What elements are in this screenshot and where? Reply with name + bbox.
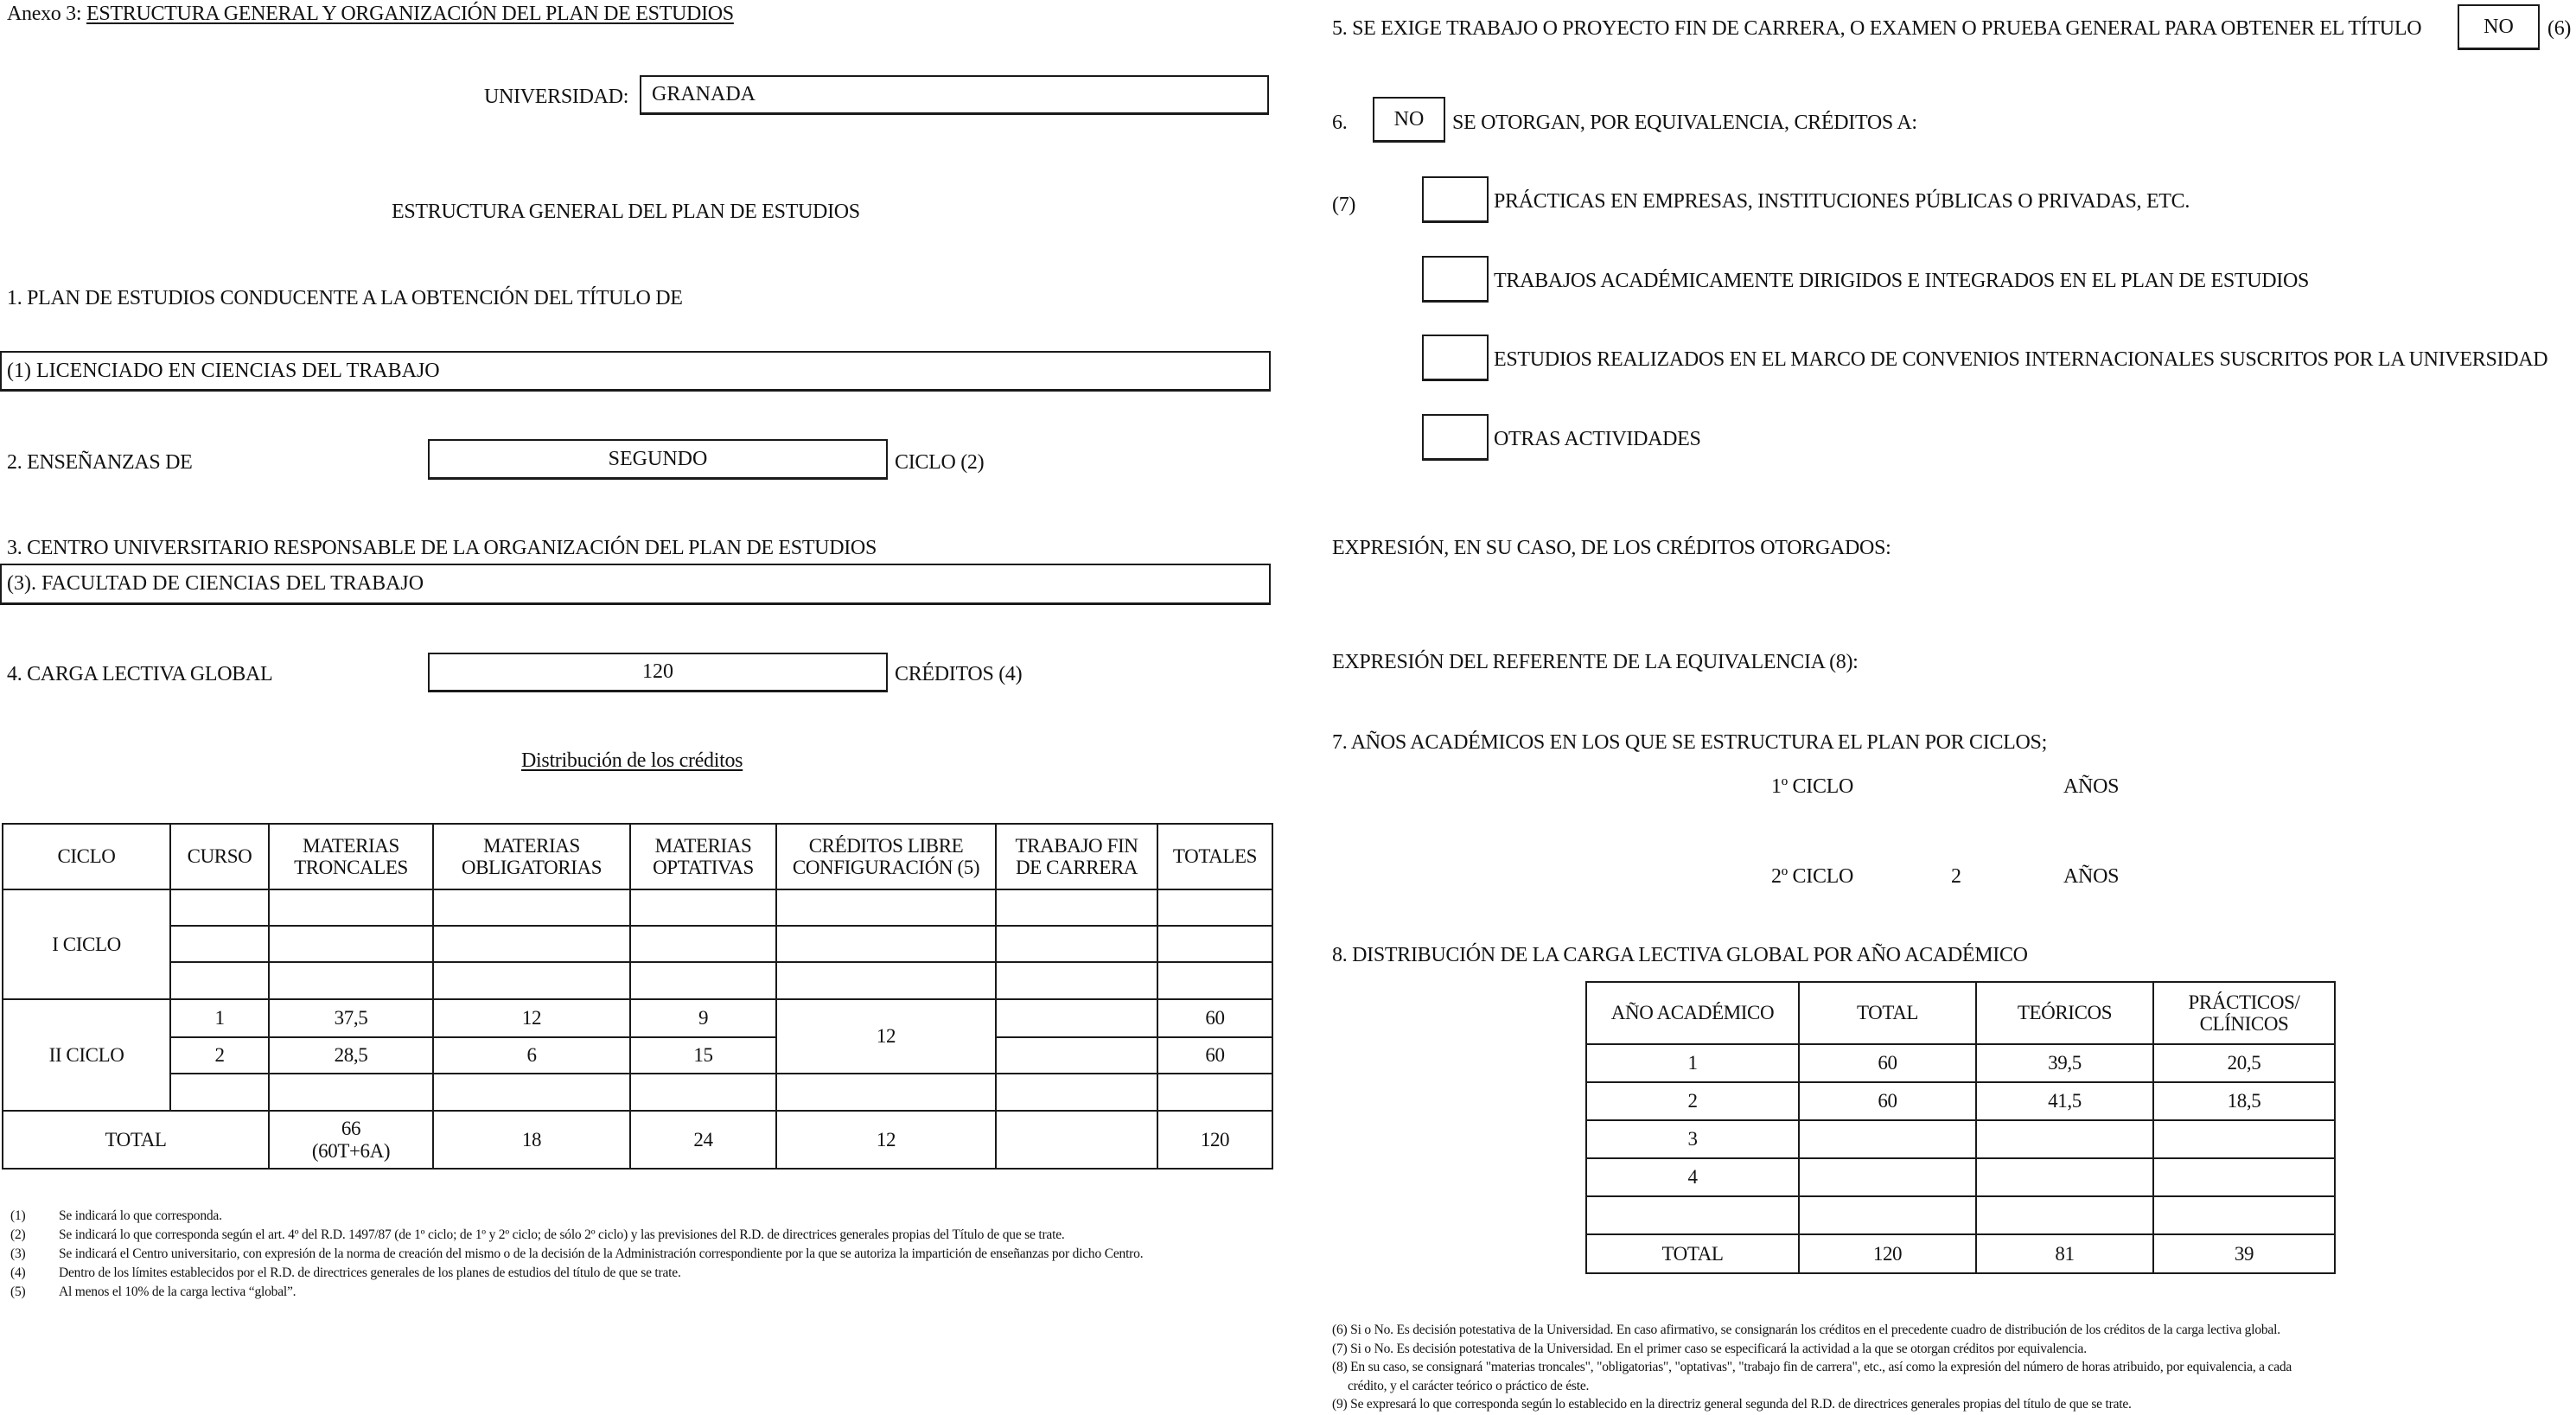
teoricos-cell: 39,5 [1976, 1044, 2153, 1082]
year-cell: 4 [1586, 1158, 1799, 1196]
university-label: UNIVERSIDAD: [484, 86, 629, 108]
header-obligatorias: MATERIAS OBLIGATORIAS [433, 824, 630, 889]
cell[interactable] [170, 926, 269, 962]
total-teoricos: 81 [1976, 1234, 2153, 1273]
cycle1-label: 1º CICLO [1771, 775, 1854, 798]
year-cell: 1 [1586, 1044, 1799, 1082]
ciclo1-label: I CICLO [3, 889, 170, 999]
table-row [3, 962, 1272, 999]
trabajo-fin-cell[interactable] [996, 999, 1157, 1037]
item2-label: 2. ENSEÑANZAS DE [7, 451, 193, 474]
teaching-cycle-field[interactable] [428, 439, 888, 480]
footnote: (1) Se indicará lo que corresponda. [10, 1208, 222, 1223]
final-project-field[interactable] [2458, 4, 2540, 50]
practicos-cell: 18,5 [2153, 1082, 2335, 1120]
cell[interactable] [433, 926, 630, 962]
practicos-cell[interactable] [2153, 1120, 2335, 1158]
global-load-field[interactable] [428, 653, 888, 692]
teoricos-cell[interactable] [1976, 1120, 2153, 1158]
table-row [3, 1074, 1272, 1111]
cell[interactable] [1157, 889, 1272, 926]
expresion-referente-label: EXPRESIÓN DEL REFERENTE DE LA EQUIVALENCIA (8): [1332, 651, 1859, 673]
total-cell[interactable] [1799, 1196, 1976, 1234]
cell[interactable] [170, 962, 269, 999]
curso-cell: 1 [170, 999, 269, 1037]
cell[interactable] [433, 1074, 630, 1111]
item4-suffix: CRÉDITOS (4) [895, 663, 1023, 685]
practicos-cell[interactable] [2153, 1158, 2335, 1196]
annex-heading [7, 3, 734, 24]
annex-title: ESTRUCTURA GENERAL Y ORGANIZACIÓN DEL PLAN DE ESTUDIOS [86, 3, 734, 25]
table-row [1586, 1120, 2335, 1158]
total-total: 120 [1799, 1234, 1976, 1273]
credits-table-caption: Distribución de los créditos [521, 749, 743, 772]
total-practicos: 39 [2153, 1234, 2335, 1273]
university-field[interactable] [640, 75, 1269, 115]
option-checkbox-otras[interactable] [1422, 414, 1489, 461]
total-cell: 60 [1799, 1082, 1976, 1120]
footnote-continuation: crédito, y el carácter teórico o práctico de éste. [1348, 1378, 1590, 1393]
item7-label: 7. AÑOS ACADÉMICOS EN LOS QUE SE ESTRUCTURA EL PLAN POR CICLOS; [1332, 731, 2047, 754]
teoricos-cell[interactable] [1976, 1196, 2153, 1234]
total-row [1586, 1234, 2335, 1273]
credits-distribution-table [2, 823, 1273, 1170]
trabajo-fin-cell[interactable] [996, 1037, 1157, 1074]
university-value: GRANADA [652, 83, 756, 105]
cell[interactable] [776, 889, 996, 926]
teaching-cycle-value: SEGUNDO [608, 447, 708, 470]
header-libre-configuracion: CRÉDITOS LIBRE CONFIGURACIÓN (5) [776, 824, 996, 889]
table-row [1586, 1158, 2335, 1196]
total-troncales-detail: (60T+6A) [311, 1139, 391, 1162]
header-ano-academico: AÑO ACADÉMICO [1586, 982, 1799, 1044]
option-checkbox-trabajos[interactable] [1422, 256, 1489, 303]
curso-cell: 2 [170, 1037, 269, 1074]
footnote: (6) Si o No. Es decisión potestativa de la Universidad. En caso afirmativo, se consignarán los créditos en el precedente cuadro de distribución de los créditos de la carga lectiva global. [1332, 1323, 2280, 1337]
header-practicos: PRÁCTICOS/ CLÍNICOS [2153, 982, 2335, 1044]
cell[interactable] [630, 889, 776, 926]
degree-title-field[interactable] [0, 351, 1271, 392]
item6-number: 6. [1332, 112, 1348, 134]
optativas-cell: 15 [630, 1037, 776, 1074]
global-load-value: 120 [642, 660, 673, 683]
header-optativas: MATERIAS OPTATIVAS [630, 824, 776, 889]
cell[interactable] [1157, 926, 1272, 962]
item6-note: (7) [1332, 194, 1356, 216]
year-cell: 3 [1586, 1120, 1799, 1158]
item2-suffix: CICLO (2) [895, 451, 985, 474]
cell[interactable] [433, 889, 630, 926]
item8-label: 8. DISTRIBUCIÓN DE LA CARGA LECTIVA GLOBAL POR AÑO ACADÉMICO [1332, 944, 2028, 966]
practicos-cell[interactable] [2153, 1196, 2335, 1234]
cycle2-years-value: 2 [1951, 865, 1961, 888]
footnote: (2) Se indicará lo que corresponda según el art. 4º del R.D. 1497/87 (de 1º ciclo; de 1º y 2º ciclo; de sólo 2º ciclo) y las previsiones del R.D. de directrices generales propias del Título de que se trate. [10, 1227, 1065, 1242]
ciclo2-label: II CICLO [3, 999, 170, 1111]
header-ciclo: CICLO [3, 824, 170, 889]
cell[interactable] [630, 1074, 776, 1111]
cell[interactable] [170, 1074, 269, 1111]
option-checkbox-estudios[interactable] [1422, 335, 1489, 381]
footnote: (4) Dentro de los límites establecidos por el R.D. de directrices generales de los planes de estudios del título de que se trate. [10, 1265, 681, 1280]
total-optativas: 24 [630, 1111, 776, 1169]
cell[interactable] [630, 926, 776, 962]
table-header-row [1586, 982, 2335, 1044]
cell[interactable] [776, 962, 996, 999]
total-cell: 60 [1799, 1044, 1976, 1082]
teoricos-cell[interactable] [1976, 1158, 2153, 1196]
table-row [1586, 1044, 2335, 1082]
total-troncales-value: 66 [341, 1118, 361, 1140]
cycle1-unit: AÑOS [2063, 775, 2120, 798]
cell[interactable] [996, 889, 1157, 926]
final-project-value: NO [2484, 15, 2514, 38]
optativas-cell: 9 [630, 999, 776, 1037]
table-row [1586, 1196, 2335, 1234]
cell[interactable] [170, 889, 269, 926]
totales-cell: 60 [1157, 999, 1272, 1037]
cell[interactable] [996, 926, 1157, 962]
annex-label: Anexo 3: [7, 3, 82, 25]
item6-label: SE OTORGAN, POR EQUIVALENCIA, CRÉDITOS A: [1452, 112, 1917, 134]
footnotes-left [10, 1207, 1272, 1302]
faculty-value: (3). FACULTAD DE CIENCIAS DEL TRABAJO [7, 572, 424, 595]
option-label-practicas: PRÁCTICAS EN EMPRESAS, INSTITUCIONES PÚBLICAS O PRIVADAS, ETC. [1494, 190, 2190, 213]
total-label: TOTAL [3, 1111, 269, 1169]
troncales-cell: 37,5 [269, 999, 433, 1037]
expresion-creditos-label: EXPRESIÓN, EN SU CASO, DE LOS CRÉDITOS OTORGADOS: [1332, 537, 1891, 559]
footnote: (9) Se expresará lo que corresponda según lo establecido en la directriz general segunda del R.D. de directrices generales propias del título de que se trate. [1332, 1397, 2132, 1412]
obligatorias-cell: 6 [433, 1037, 630, 1074]
obligatorias-cell: 12 [433, 999, 630, 1037]
cell[interactable] [433, 962, 630, 999]
total-totales: 120 [1157, 1111, 1272, 1169]
header-teoricos: TEÓRICOS [1976, 982, 2153, 1044]
cell[interactable] [269, 889, 433, 926]
option-label-otras: OTRAS ACTIVIDADES [1494, 428, 1701, 450]
libre-configuracion-cell: 12 [776, 999, 996, 1074]
cell[interactable] [1157, 962, 1272, 999]
year-cell: 2 [1586, 1082, 1799, 1120]
cell[interactable] [630, 962, 776, 999]
item5-note: (6) [2547, 17, 2572, 40]
teoricos-cell: 41,5 [1976, 1082, 2153, 1120]
header-curso: CURSO [170, 824, 269, 889]
table-row [3, 889, 1272, 926]
cell[interactable] [776, 926, 996, 962]
cycle2-label: 2º CICLO [1771, 865, 1854, 888]
total-troncales [269, 1111, 433, 1169]
item5-label: 5. SE EXIGE TRABAJO O PROYECTO FIN DE CARRERA, O EXAMEN O PRUEBA GENERAL PARA OBTENER EL TÍTULO [1332, 17, 2422, 40]
cell[interactable] [1157, 1074, 1272, 1111]
table-header-row [3, 824, 1272, 889]
header-total: TOTAL [1799, 982, 1976, 1044]
footnotes-right [1332, 1321, 2576, 1414]
table-row [3, 1037, 1272, 1074]
cell[interactable] [776, 1074, 996, 1111]
cycle2-unit: AÑOS [2063, 865, 2120, 888]
practicos-cell: 20,5 [2153, 1044, 2335, 1082]
equivalence-credits-field[interactable] [1373, 97, 1445, 143]
footnote: (5) Al menos el 10% de la carga lectiva “global”. [10, 1284, 296, 1299]
footnote: (7) Si o No. Es decisión potestativa de la Universidad. En el primer caso se especificará la actividad a la que se otorgan créditos por equivalencia. [1332, 1341, 2087, 1356]
degree-title-value: (1) LICENCIADO EN CIENCIAS DEL TRABAJO [7, 359, 440, 382]
totales-cell: 60 [1157, 1037, 1272, 1074]
table-row [1586, 1082, 2335, 1120]
cell[interactable] [269, 962, 433, 999]
footnote: (3) Se indicará el Centro universitario, con expresión de la norma de creación del mismo o de la decisión de la Administración correspondiente por la que se autoriza la impartición de enseñanzas por dicho Centro. [10, 1246, 1144, 1261]
table-row [3, 999, 1272, 1037]
option-label-trabajos: TRABAJOS ACADÉMICAMENTE DIRIGIDOS E INTEGRADOS EN EL PLAN DE ESTUDIOS [1494, 270, 2310, 292]
total-cell[interactable] [1799, 1120, 1976, 1158]
header-trabajo-fin: TRABAJO FIN DE CARRERA [996, 824, 1157, 889]
option-label-estudios: ESTUDIOS REALIZADOS EN EL MARCO DE CONVENIOS INTERNACIONALES SUSCRITOS POR LA UNIVERSIDAD [1494, 348, 2548, 371]
item4-label: 4. CARGA LECTIVA GLOBAL [7, 663, 273, 685]
total-row [3, 1111, 1272, 1169]
cell[interactable] [269, 926, 433, 962]
faculty-field[interactable] [0, 564, 1271, 605]
cell[interactable] [269, 1074, 433, 1111]
year-cell[interactable] [1586, 1196, 1799, 1234]
section-title: ESTRUCTURA GENERAL DEL PLAN DE ESTUDIOS [392, 201, 860, 223]
option-checkbox-practicas[interactable] [1422, 176, 1489, 223]
cell[interactable] [996, 1074, 1157, 1111]
footnote: (8) En su caso, se consignará "materias troncales", "obligatorias", "optativas", "trabajo fin de carrera", etc., así como la expresión del número de horas atribuido, por equivalencia, a cada [1332, 1360, 2292, 1374]
header-troncales: MATERIAS TRONCALES [269, 824, 433, 889]
troncales-cell: 28,5 [269, 1037, 433, 1074]
total-label: TOTAL [1586, 1234, 1799, 1273]
header-totales: TOTALES [1157, 824, 1272, 889]
cell[interactable] [996, 962, 1157, 999]
total-cell[interactable] [1799, 1158, 1976, 1196]
total-obligatorias: 18 [433, 1111, 630, 1169]
equivalence-credits-value: NO [1393, 107, 1425, 131]
total-trabajo-fin [996, 1111, 1157, 1169]
academic-year-load-table [1585, 981, 2336, 1274]
table-row [3, 926, 1272, 962]
total-libre-configuracion: 12 [776, 1111, 996, 1169]
item1-label: 1. PLAN DE ESTUDIOS CONDUCENTE A LA OBTENCIÓN DEL TÍTULO DE [7, 287, 683, 309]
item3-label: 3. CENTRO UNIVERSITARIO RESPONSABLE DE LA ORGANIZACIÓN DEL PLAN DE ESTUDIOS [7, 537, 877, 559]
